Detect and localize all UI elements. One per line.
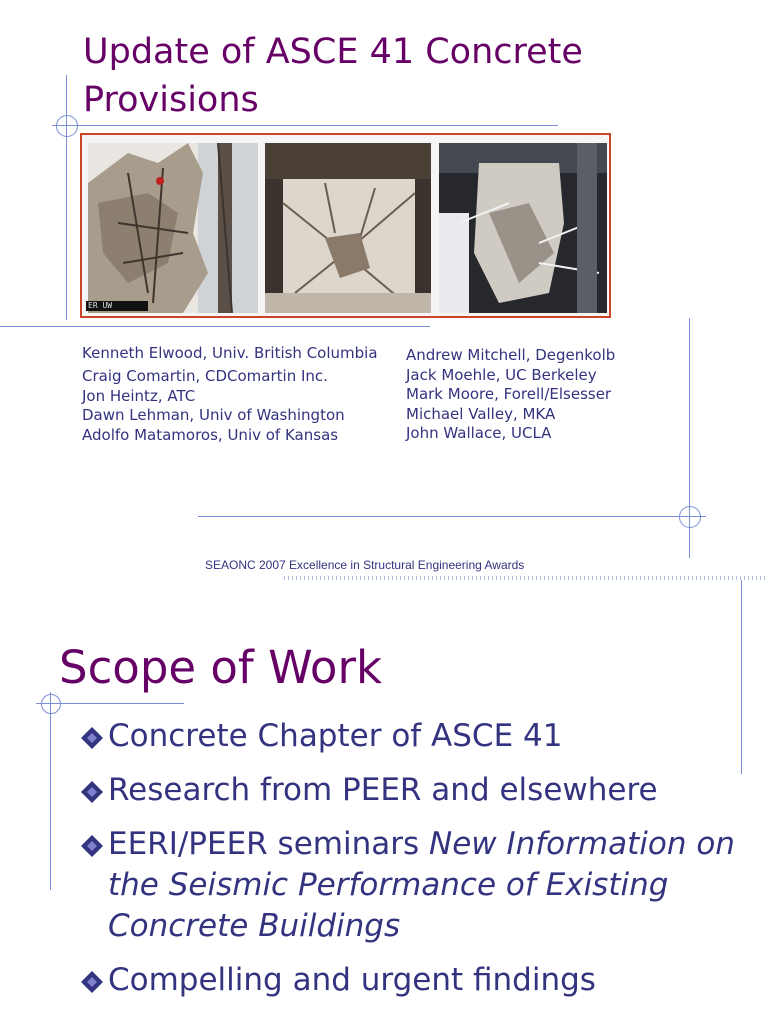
decor-circle [41,694,61,714]
author-item: Dawn Lehman, Univ of Washington [82,406,345,425]
decor-line [0,326,430,327]
author-item: Kenneth Elwood, Univ. British Columbia [82,344,378,362]
author-item: Michael Valley, MKA [406,404,556,423]
slide-title: Scope of Work [59,641,383,694]
author-item: Jon Heintz, ATC [82,386,196,405]
photo-caption: ER UW [86,301,148,311]
decor-circle [679,506,701,528]
decor-line [66,75,67,320]
decor-circle [56,115,78,137]
authors-left-list [82,346,382,445]
author-item: Craig Comartin, CDComartin Inc. [82,367,328,385]
photo-column-damage-3 [439,143,607,313]
author-item: Jack Moehle, UC Berkeley [406,365,597,384]
scope-slide [0,580,768,1024]
bullet-item [80,716,740,757]
bullet-item [80,770,740,811]
bullet-italic-text: New Information on the Seismic Performance of Existing Concrete Buildings [108,826,735,944]
diamond-bullet-icon [80,970,104,994]
bullet-item [80,960,740,1001]
author-item: Andrew Mitchell, Degenkolb [406,346,616,364]
diamond-bullet-icon [80,834,104,858]
decor-line [52,125,558,126]
decor-line [741,580,742,774]
author-item: Mark Moore, Forell/Elsesser [406,385,612,404]
diamond-bullet-icon [80,780,104,804]
slide-title [83,28,683,124]
bullet-text: Compelling and urgent findings [108,962,596,998]
title-line-2: Provisions [83,80,259,120]
photo-column-damage-2 [265,143,431,313]
photo-strip [80,133,611,318]
photo-column-damage-1 [88,143,258,313]
title-line-1: Update of ASCE 41 Concrete [83,32,583,72]
bullet-item [80,824,740,947]
bullet-text: Concrete Chapter of ASCE 41 [108,718,563,754]
bullet-list [80,716,740,1014]
decor-line [50,692,51,890]
decor-line [198,516,706,517]
author-item: Adolfo Matamoros, Univ of Kansas [82,425,339,444]
diamond-bullet-icon [80,726,104,750]
bullet-text: Research from PEER and elsewhere [108,772,658,808]
author-item: John Wallace, UCLA [406,424,552,443]
authors-right-list [406,346,706,444]
bullet-text: EERI/PEER seminars [108,826,429,862]
slide-footer: SEAONC 2007 Excellence in Structural Engineering Awards [205,558,525,572]
